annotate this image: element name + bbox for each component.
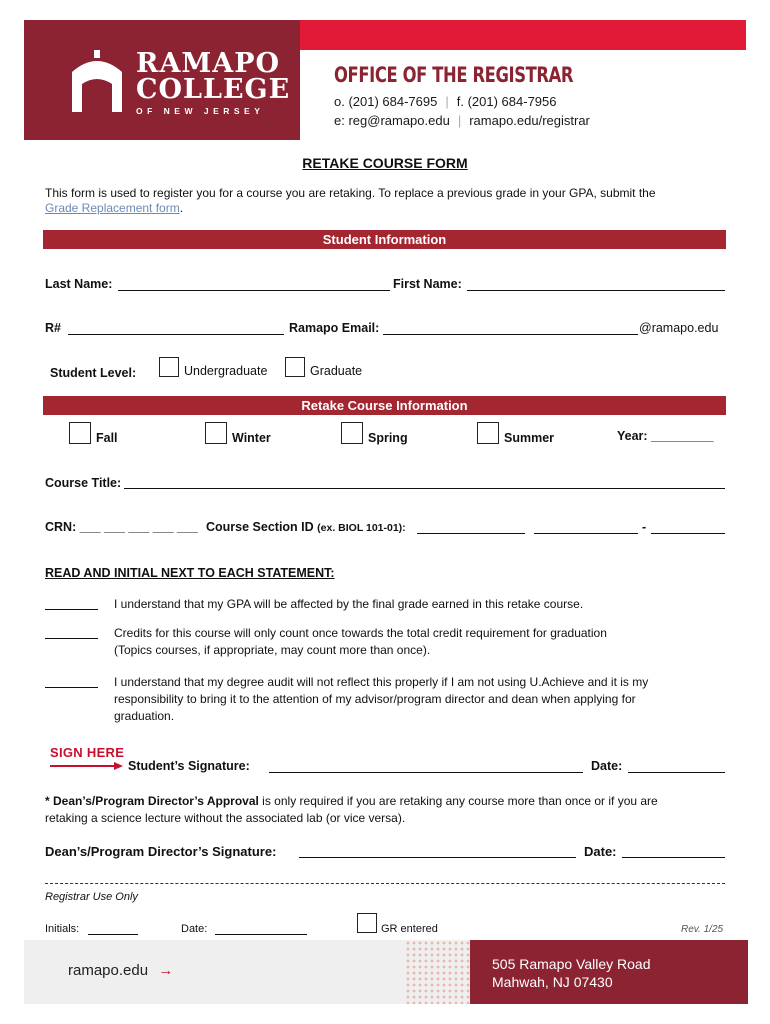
- initial-field-3[interactable]: [45, 687, 98, 688]
- email-suffix: @ramapo.edu: [639, 321, 719, 335]
- winter-checkbox[interactable]: [205, 422, 227, 444]
- statements-heading: READ AND INITIAL NEXT TO EACH STATEMENT:: [45, 566, 335, 580]
- email-address[interactable]: e: reg@ramapo.edu: [334, 113, 450, 128]
- last-name-label: Last Name:: [45, 277, 113, 291]
- registrar-divider: [45, 883, 725, 884]
- student-signature-label: Student’s Signature:: [128, 759, 250, 773]
- gate-arch-icon: [68, 50, 126, 112]
- dean-date-label: Date:: [584, 844, 617, 859]
- crn-field[interactable]: CRN: ___ ___ ___ ___ ___: [45, 520, 198, 534]
- summer-label: Summer: [504, 431, 555, 445]
- logo-text-ramapo: RAMAPO: [136, 48, 281, 79]
- dean-signature-label: Dean’s/Program Director’s Signature:: [45, 844, 277, 859]
- initial-field-1[interactable]: [45, 609, 98, 610]
- footer-website-link[interactable]: ramapo.edu →: [68, 962, 174, 979]
- registrar-date-label: Date:: [181, 923, 208, 935]
- website-link[interactable]: ramapo.edu/registrar: [469, 113, 590, 128]
- registrar-heading: Registrar Use Only: [45, 891, 138, 903]
- last-name-field[interactable]: [118, 290, 390, 291]
- college-logo: [24, 20, 300, 140]
- course-section-subject-field[interactable]: [417, 533, 525, 534]
- student-info-header: Student Information: [43, 230, 726, 249]
- registrar-initials-field[interactable]: [88, 934, 138, 935]
- winter-label: Winter: [232, 431, 271, 445]
- course-section-dash: -: [642, 520, 647, 534]
- spring-checkbox[interactable]: [341, 422, 363, 444]
- fax-number: f. (201) 684-7956: [456, 94, 557, 109]
- student-signature-field[interactable]: [269, 772, 583, 773]
- graduate-label: Graduate: [310, 364, 363, 378]
- phone-number: o. (201) 684-7695: [334, 94, 438, 109]
- header-red-strip: [300, 20, 746, 50]
- gr-entered-label: GR entered: [381, 923, 438, 935]
- course-info-header: Retake Course Information: [43, 396, 726, 415]
- dean-date-field[interactable]: [622, 857, 725, 858]
- intro-paragraph: This form is used to register you for a course you are retaking. To replace a previous grade in your GPA, submit the Grade Replacement form.: [45, 186, 656, 215]
- spring-label: Spring: [368, 431, 408, 445]
- course-title-field[interactable]: [124, 488, 725, 489]
- student-date-label: Date:: [591, 759, 623, 773]
- statement-3c: graduation.: [114, 709, 175, 723]
- first-name-field[interactable]: [467, 290, 725, 291]
- ramapo-email-label: Ramapo Email:: [289, 321, 380, 335]
- grade-replacement-link[interactable]: Grade Replacement form: [45, 201, 180, 215]
- contact-email-web: e: reg@ramapo.edu | ramapo.edu/registrar: [334, 113, 590, 128]
- dean-signature-field[interactable]: [299, 857, 576, 858]
- footer-address: [492, 955, 651, 991]
- undergraduate-label: Undergraduate: [184, 364, 268, 378]
- summer-checkbox[interactable]: [477, 422, 499, 444]
- initial-field-2[interactable]: [45, 638, 98, 639]
- contact-phone-fax: o. (201) 684-7695 | f. (201) 684-7956: [334, 94, 557, 109]
- graduate-checkbox[interactable]: [285, 357, 305, 377]
- footer-address-line1: 505 Ramapo Valley Road: [492, 956, 651, 972]
- first-name-label: First Name:: [393, 277, 462, 291]
- course-section-suffix-field[interactable]: [651, 533, 725, 534]
- office-title: OFFICE OF THE REGISTRAR: [334, 63, 574, 87]
- course-section-number-field[interactable]: [534, 533, 638, 534]
- footer-pattern: [405, 940, 473, 1004]
- statement-3a: I understand that my degree audit will not reflect this properly if I am not using U.Achieve and it is my: [114, 675, 649, 689]
- logo-text-nj: OF NEW JERSEY: [136, 106, 265, 116]
- student-date-field[interactable]: [628, 772, 725, 773]
- registrar-initials-label: Initials:: [45, 923, 80, 935]
- registrar-date-field[interactable]: [215, 934, 307, 935]
- statement-1: I understand that my GPA will be affected by the final grade earned in this retake course.: [114, 597, 584, 611]
- statement-2a: Credits for this course will only count once towards the total credit requirement for graduation: [114, 626, 607, 640]
- gr-entered-checkbox[interactable]: [357, 913, 377, 933]
- ramapo-email-field[interactable]: [383, 334, 638, 335]
- fall-checkbox[interactable]: [69, 422, 91, 444]
- student-level-label: Student Level:: [50, 366, 137, 380]
- year-field[interactable]: Year: _________: [617, 429, 714, 443]
- course-section-label: Course Section ID (ex. BIOL 101-01):: [206, 520, 406, 534]
- sign-here-label: SIGN HERE: [50, 745, 125, 760]
- course-title-label: Course Title:: [45, 476, 122, 490]
- statement-2b: (Topics courses, if appropriate, may count more than once).: [114, 643, 431, 657]
- undergraduate-checkbox[interactable]: [159, 357, 179, 377]
- arrow-right-icon: →: [158, 962, 174, 979]
- form-title: RETAKE COURSE FORM: [302, 155, 468, 171]
- logo-text-college: COLLEGE: [136, 74, 291, 105]
- fall-label: Fall: [96, 431, 118, 445]
- sign-here-arrow-icon: [50, 761, 124, 771]
- r-number-label: R#: [45, 321, 61, 335]
- statement-3b: responsibility to bring it to the attention of my advisor/program director and dean when applying for: [114, 692, 636, 706]
- approval-note: * Dean’s/Program Director’s Approval is only required if you are retaking any course more than once or if you are retaking a science lecture without the associated lab (or vice versa).: [45, 794, 658, 825]
- footer-address-line2: Mahwah, NJ 07430: [492, 974, 613, 990]
- r-number-field[interactable]: [68, 334, 284, 335]
- revision-label: Rev. 1/25: [681, 924, 724, 935]
